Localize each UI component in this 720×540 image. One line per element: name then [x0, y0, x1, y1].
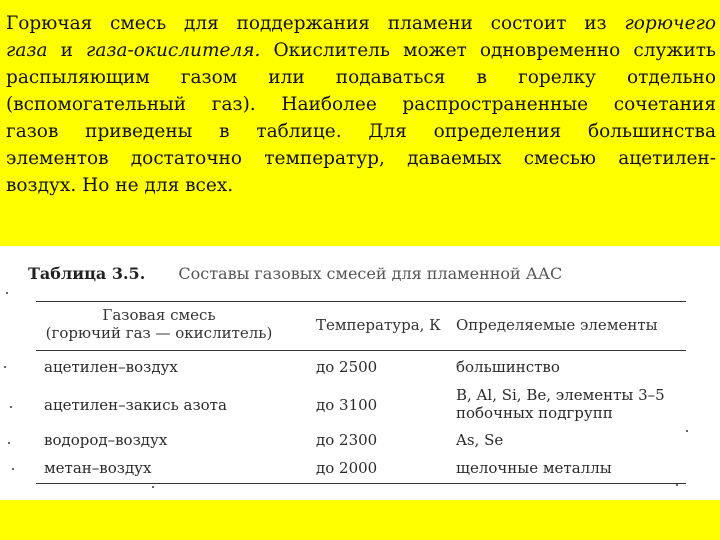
scan-speck: [12, 468, 14, 470]
intro-line: элементов достаточно температур, даваемых смесью ацетилен-: [6, 148, 716, 169]
row-temperature: до 2000: [316, 459, 378, 477]
row-elements: As, Se: [456, 431, 504, 449]
row-mixture: водород–воздух: [44, 431, 168, 449]
header-mixture-line2: (горючий газ — окислитель): [45, 324, 273, 342]
table-caption: [28, 264, 562, 283]
table-top-rule: [36, 301, 686, 302]
header-mixture-line1: Газовая смесь: [102, 306, 216, 324]
intro-line: газов приведены в таблице. Для определения большинства: [6, 121, 716, 142]
intro-italic-term: горючего: [624, 13, 716, 34]
scan-speck: [686, 430, 688, 432]
table-title: Составы газовых смесей для пламенной ААС: [178, 264, 563, 283]
header-temperature: Температура, К: [316, 316, 441, 334]
scan-speck: [10, 406, 12, 408]
row-elements: щелочные металлы: [456, 459, 612, 477]
row-mixture: ацетилен–воздух: [44, 358, 178, 376]
scan-speck: [4, 366, 6, 368]
scan-speck: [8, 442, 10, 444]
intro-text: и: [47, 40, 87, 61]
scanned-table-image: [0, 246, 720, 500]
scan-speck: [676, 484, 678, 486]
row-elements: большинство: [456, 358, 560, 376]
intro-line: [6, 10, 716, 37]
row-elements-line: побочных подгрупп: [456, 404, 613, 422]
row-temperature: до 3100: [316, 396, 378, 414]
intro-line: распыляющим газом или подаваться в горелку отдельно: [6, 67, 716, 88]
row-mixture: метан–воздух: [44, 459, 152, 477]
intro-line: [6, 37, 716, 64]
scan-speck: [152, 486, 154, 488]
intro-italic-term: газа-окислителя.: [86, 40, 261, 61]
table-header-rule: [36, 350, 686, 351]
row-temperature: до 2500: [316, 358, 378, 376]
row-mixture: ацетилен–закись азота: [44, 396, 227, 414]
scan-speck: [6, 292, 8, 294]
table-bottom-rule: [36, 483, 686, 484]
intro-text: Окислитель может одновременно служить: [260, 40, 717, 61]
intro-italic-term: газа: [6, 40, 48, 61]
intro-line: (вспомогательный газ). Наиболее распространенные сочетания: [6, 94, 716, 115]
table-number: Таблица 3.5.: [28, 264, 146, 283]
intro-paragraph: [6, 10, 716, 199]
row-temperature: до 2300: [316, 431, 378, 449]
header-elements: Определяемые элементы: [456, 316, 658, 334]
intro-text: Горючая смесь для поддержания пламени состоит из: [6, 13, 625, 34]
row-elements: [456, 386, 665, 422]
header-mixture: [44, 306, 274, 342]
intro-line: воздух. Но не для всех.: [6, 175, 234, 196]
row-elements-line: B, Al, Si, Be, элементы 3–5: [456, 386, 665, 404]
